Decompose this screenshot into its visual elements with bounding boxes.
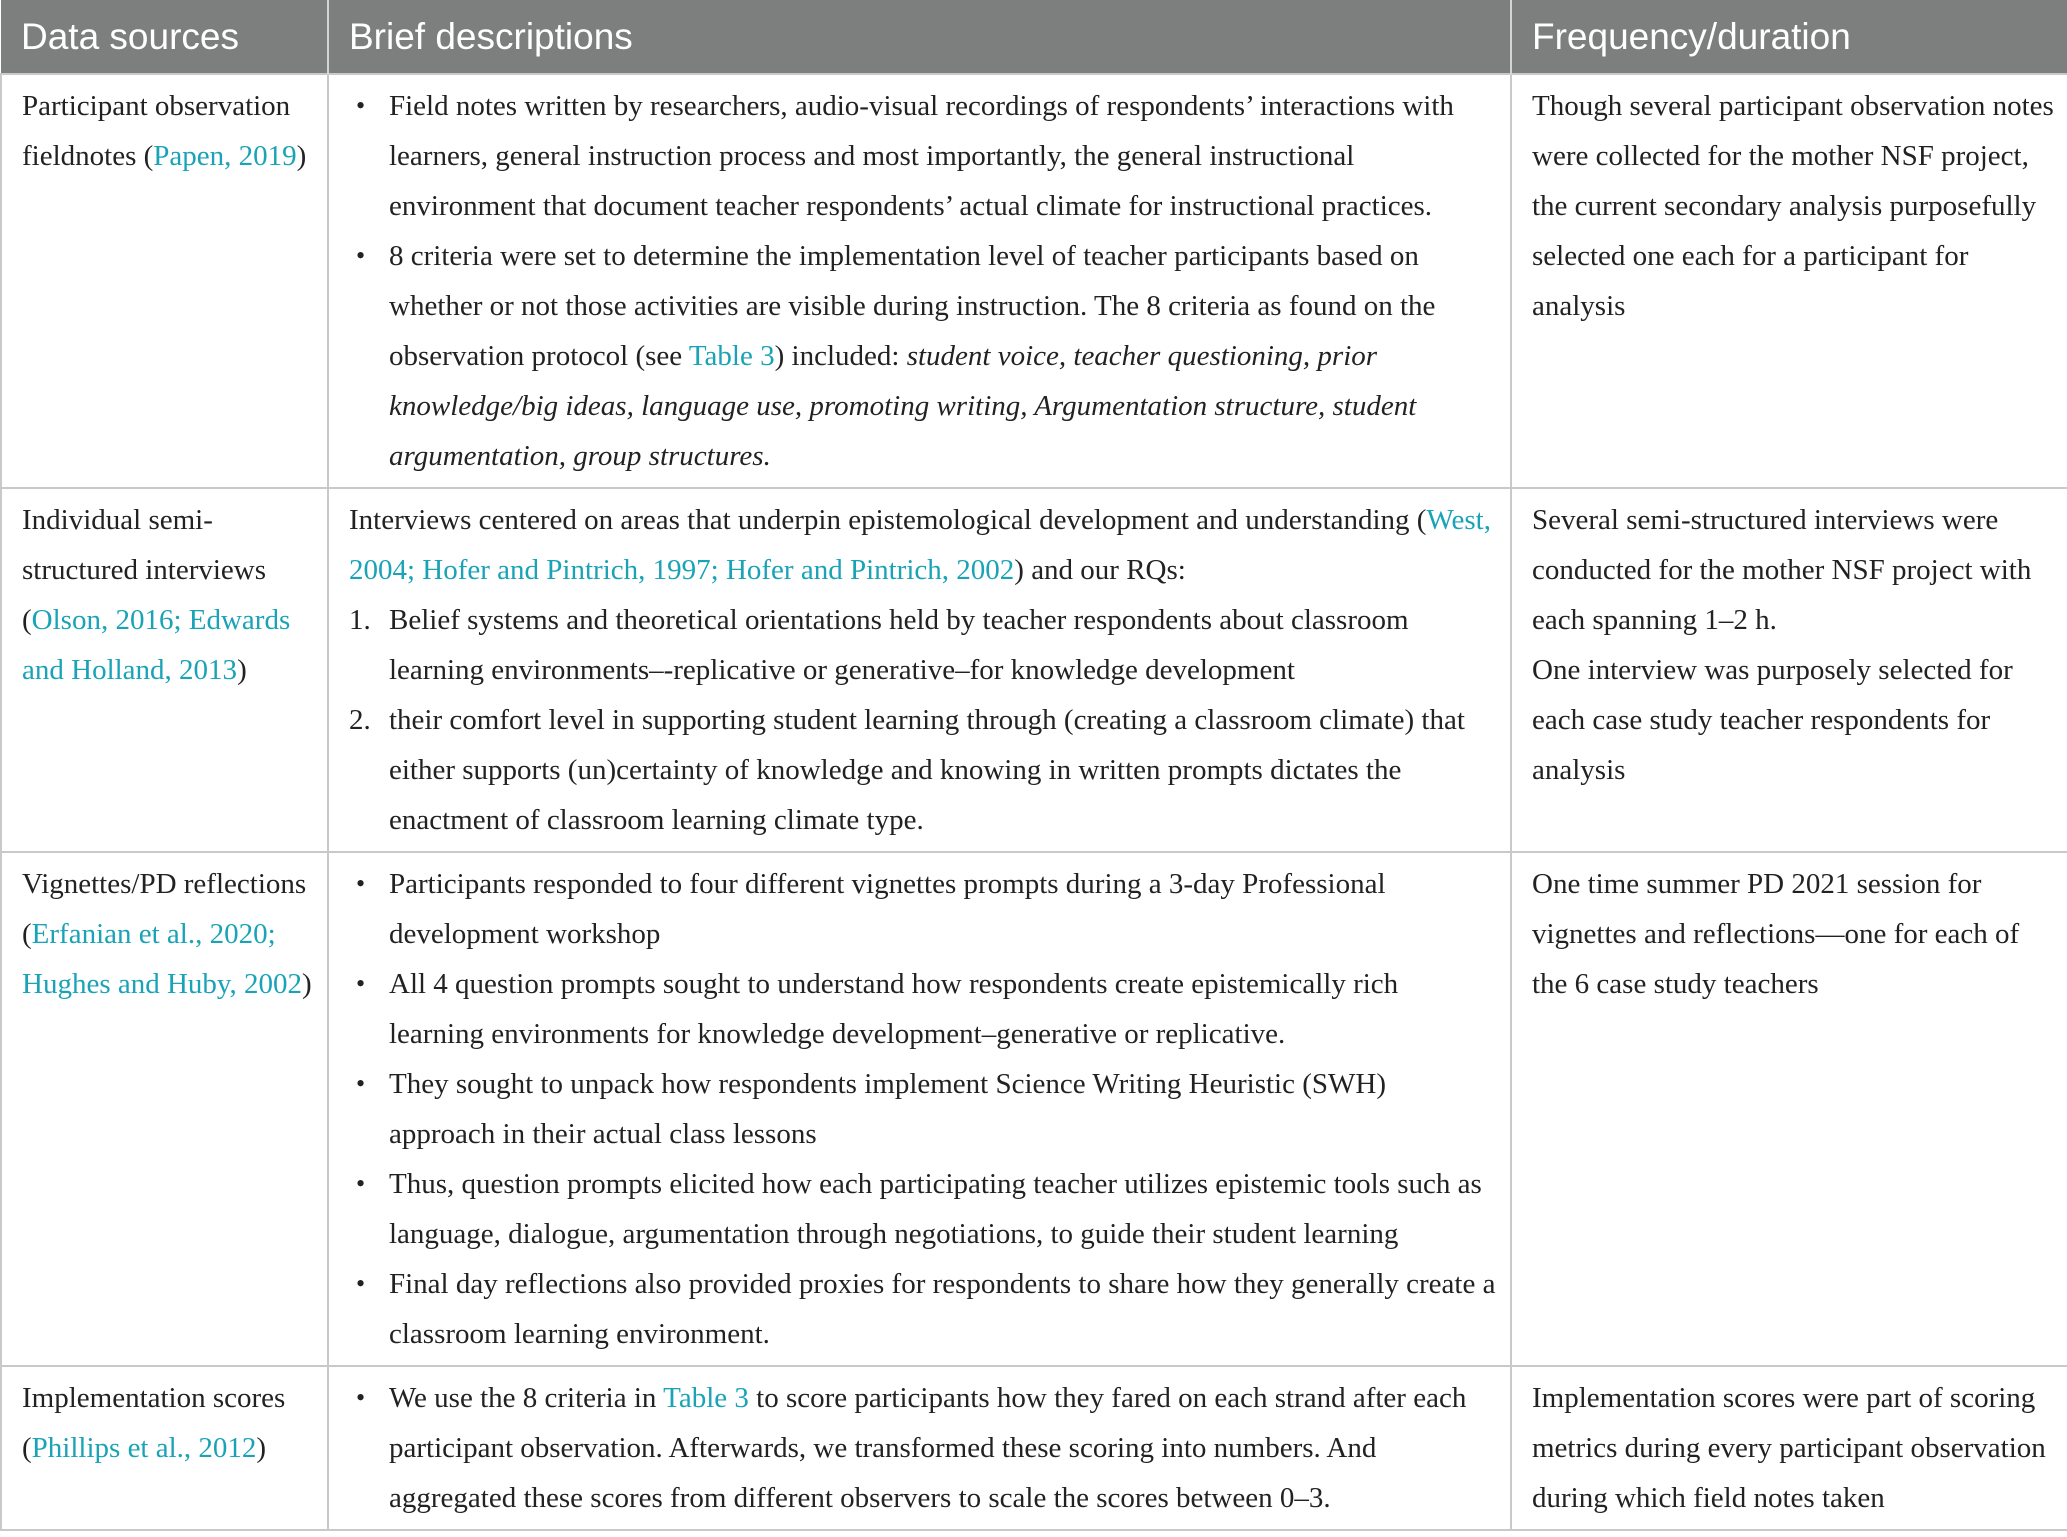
list-item: 2. their comfort level in supporting student learning through (creating a classroom climate) that either supports (un)certainty of knowledge and knowing in written prompts dictates the enactment of classroom learning climate type.	[349, 704, 1465, 836]
source-cell: Individual semi-structured interviews (Olson, 2016; Edwards and Holland, 2013)	[1, 488, 328, 852]
list-item: • Final day reflections also provided proxies for respondents to share how they generally create a classroom learning environment.	[349, 1259, 1498, 1359]
citation-link[interactable]: Phillips et al., 2012	[31, 1432, 257, 1464]
header-brief-descriptions: Brief descriptions	[328, 0, 1511, 74]
table-3-link[interactable]: Table 3	[663, 1382, 749, 1414]
list-item: • Participants responded to four different vignettes prompts during a 3-day Professional development workshop	[349, 859, 1498, 959]
numbered-list	[349, 595, 1498, 845]
list-item: • 8 criteria were set to determine the implementation level of teacher participants based on whether or not those activities are visible during instruction. The 8 criteria as found on the observation protocol (see Table 3) included: student voice, teacher questioning, prior knowledge/big ideas, language use, promoting writing, Argumentation structure, student argumentation, group structures.	[349, 231, 1498, 481]
bullet-list	[349, 859, 1498, 1359]
source-cell: Implementation scores (Phillips et al., 2012)	[1, 1366, 328, 1530]
citation-link[interactable]: West, 2004; Hofer and Pintrich, 1997; Hofer and Pintrich, 2002	[349, 504, 1491, 586]
table-row	[1, 852, 2067, 1366]
list-item: • Thus, question prompts elicited how each participating teacher utilizes epistemic tools such as language, dialogue, argumentation through negotiations, to guide their student learning	[349, 1159, 1498, 1259]
list-item: 1. Belief systems and theoretical orientations held by teacher respondents about classroom learning environments–-replicative or generative–for knowledge development	[349, 604, 1409, 686]
description-cell	[328, 852, 1511, 1366]
bullet-list	[349, 1373, 1498, 1523]
criteria-list-text: student voice, teacher questioning, prior knowledge/big ideas, language use, promoting writing, Argumentation structure, student argumentation, group structures.	[389, 340, 1417, 472]
list-item: • We use the 8 criteria in Table 3 to score participants how they fared on each strand after each participant observation. Afterwards, we transformed these scoring into numbers. And aggregated these scores from different observers to scale the scores between 0–3.	[349, 1373, 1498, 1523]
header-row	[1, 0, 2067, 74]
list-item: • They sought to unpack how respondents implement Science Writing Heuristic (SWH) approach in their actual class lessons	[349, 1059, 1498, 1159]
source-cell: Vignettes/PD reflections (Erfanian et al., 2020; Hughes and Huby, 2002)	[1, 852, 328, 1366]
header-data-sources: Data sources	[1, 0, 328, 74]
table-row	[1, 1366, 2067, 1530]
citation-link[interactable]: Papen, 2019	[153, 140, 297, 172]
citation-link[interactable]: Olson, 2016; Edwards and Holland, 2013	[22, 604, 291, 686]
description-cell	[328, 488, 1511, 852]
frequency-cell: Several semi-structured interviews were conducted for the mother NSF project with each spanning 1–2 h. One interview was purposely selected for each case study teacher respondents for analysis	[1511, 488, 2067, 852]
citation-link[interactable]: Erfanian et al., 2020; Hughes and Huby, 2002	[22, 918, 303, 1000]
interviews-intro: Interviews centered on areas that underpin epistemological development and understanding (West, 2004; Hofer and Pintrich, 1997; Hofer and Pintrich, 2002) and our RQs:	[349, 504, 1491, 586]
table-row	[1, 74, 2067, 488]
description-cell	[328, 1366, 1511, 1530]
frequency-cell: One time summer PD 2021 session for vignettes and reflections—one for each of the 6 case study teachers	[1511, 852, 2067, 1366]
table-row	[1, 488, 2067, 852]
list-item: • Field notes written by researchers, audio-visual recordings of respondents’ interactions with learners, general instruction process and most importantly, the general instructional environment that document teacher respondents’ actual climate for instructional practices.	[349, 81, 1498, 231]
description-cell	[328, 74, 1511, 488]
list-item: • All 4 question prompts sought to understand how respondents create epistemically rich learning environments for knowledge development–generative or replicative.	[349, 959, 1498, 1059]
header-frequency-duration: Frequency/duration	[1511, 0, 2067, 74]
frequency-cell: Implementation scores were part of scoring metrics during every participant observation during which field notes taken	[1511, 1366, 2067, 1530]
source-cell: Participant observation fieldnotes (Papen, 2019)	[1, 74, 328, 488]
frequency-cell: Though several participant observation notes were collected for the mother NSF project, the current secondary analysis purposefully selected one each for a participant for analysis	[1511, 74, 2067, 488]
table-3-link[interactable]: Table 3	[688, 340, 775, 372]
bullet-list	[349, 81, 1498, 481]
